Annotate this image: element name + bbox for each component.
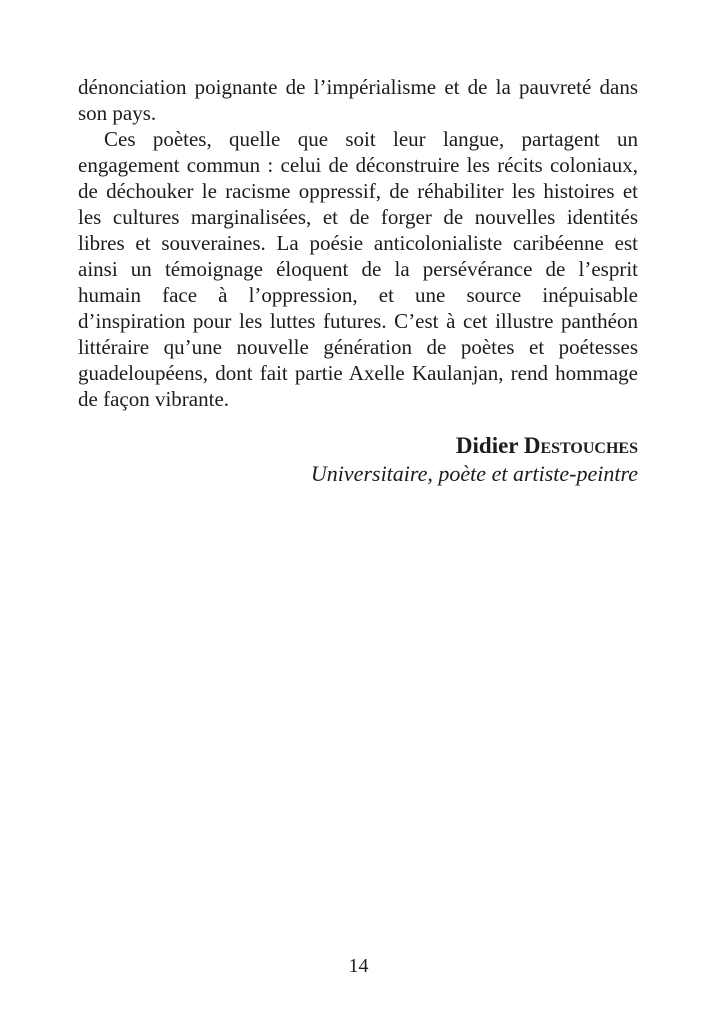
text-line: les cultures marginalisées, et de forger de nouvelles identités: [78, 205, 638, 229]
text-line: guadeloupéens, dont fait partie Axelle Kaulanjan, rend hommage: [78, 361, 638, 385]
text-line: son pays.: [78, 101, 157, 125]
author-role: Universitaire, poète et artiste-peintre: [310, 461, 638, 486]
paragraph-2: [78, 126, 638, 412]
paragraph-1: [78, 74, 638, 126]
text-line: dénonciation poignante de l’impérialisme et de la pauvreté dans: [78, 75, 638, 99]
text-line: libres et souveraines. La poésie anticolonialiste caribéenne est: [78, 231, 638, 255]
body-text: [78, 74, 638, 488]
text-line: engagement commun : celui de déconstruire les récits coloniaux,: [78, 153, 638, 177]
text-line: ainsi un témoignage éloquent de la persévérance de l’esprit: [78, 257, 638, 281]
signature-block: [78, 432, 638, 488]
text-line: d’inspiration pour les luttes futures. C’est à cet illustre panthéon: [78, 309, 638, 333]
text-line: Ces poètes, quelle que soit leur langue, partagent un: [104, 127, 638, 151]
text-line: littéraire qu’une nouvelle génération de poètes et poétesses: [78, 335, 638, 359]
author-last-name: Destouches: [523, 433, 638, 458]
author-first-name: Didier: [455, 433, 519, 458]
text-line: de déchouker le racisme oppressif, de réhabiliter les histoires et: [78, 179, 638, 203]
author-name: [78, 432, 638, 460]
page-number: 14: [348, 955, 369, 977]
text-line: de façon vibrante.: [78, 387, 230, 411]
text-line: humain face à l’oppression, et une source inépuisable: [78, 283, 638, 307]
